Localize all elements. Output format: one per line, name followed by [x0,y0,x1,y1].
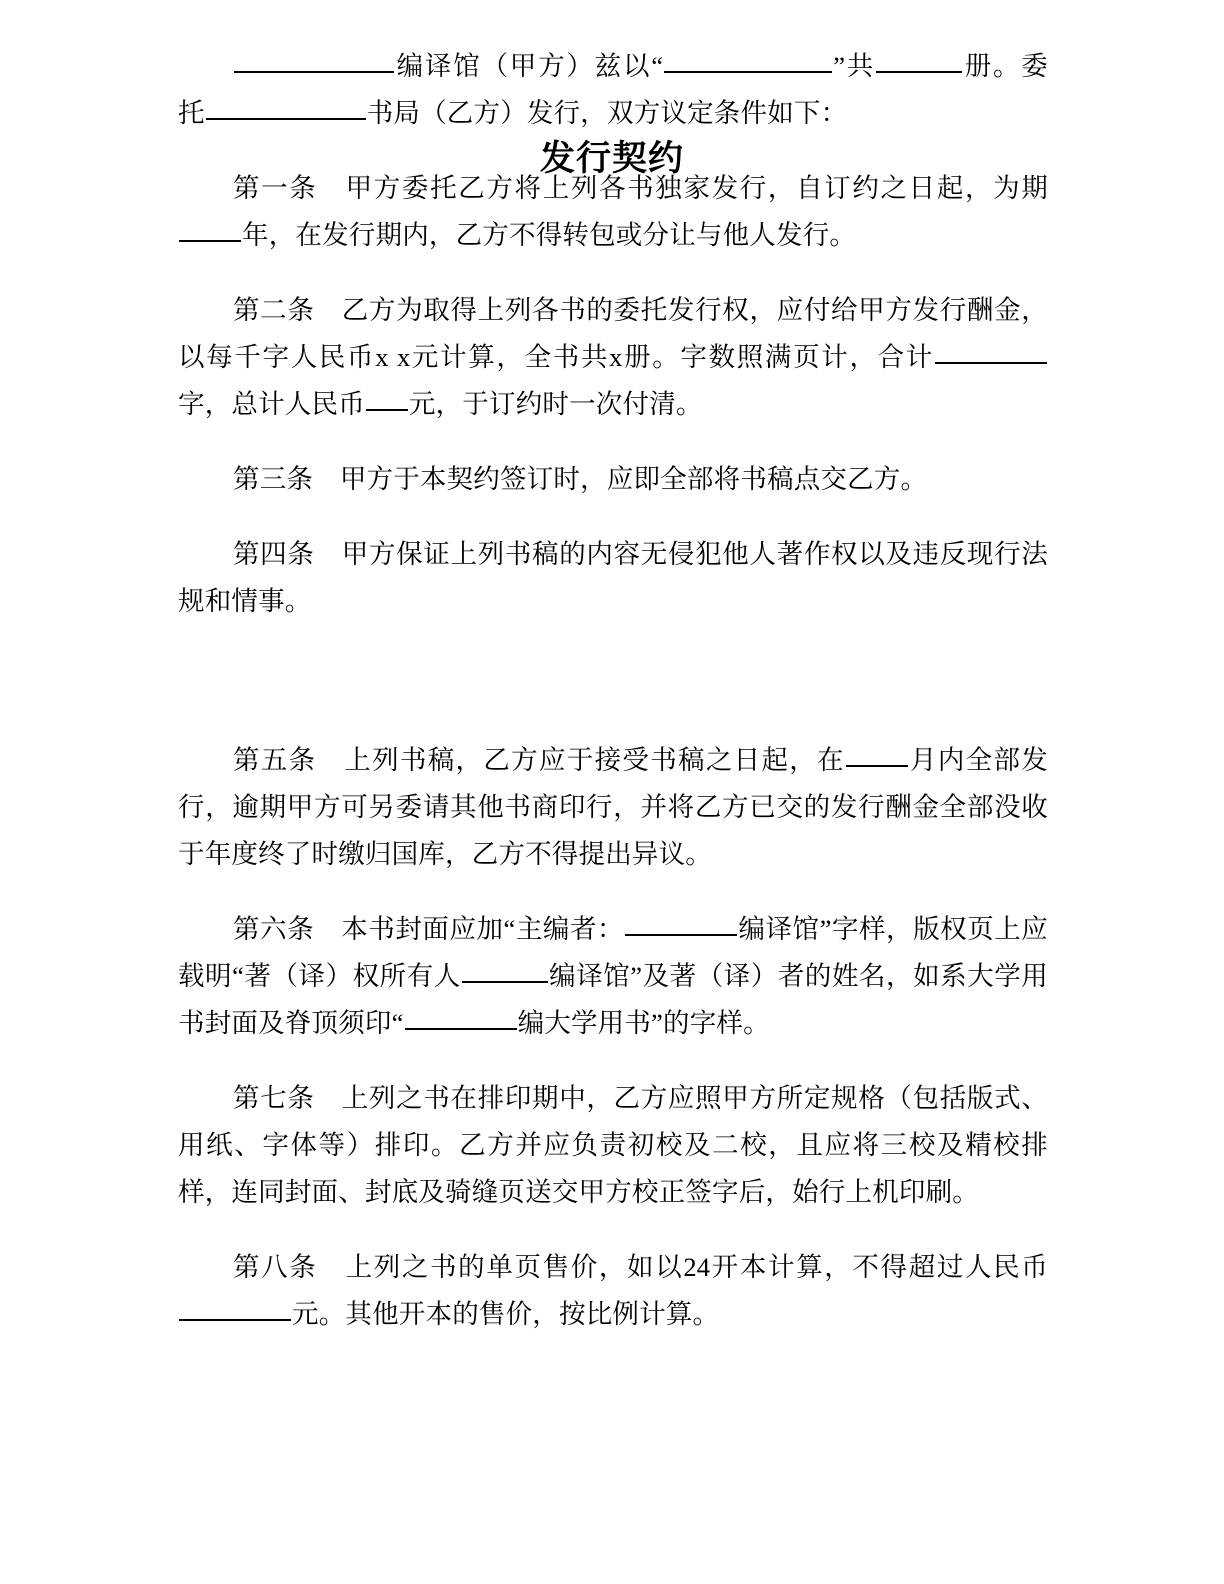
fill-in-blank[interactable] [405,1008,517,1030]
spacer [178,0,1048,43]
clause-label: 第五条 [233,745,344,775]
fill-in-blank[interactable] [179,220,241,242]
fill-in-blank[interactable] [876,51,962,73]
clause-text: 册。委托 [178,51,1048,128]
intro-paragraph [178,43,1048,137]
fill-in-blank[interactable] [935,342,1047,364]
clause-4-paragraph [178,531,1048,625]
spacer [178,259,1048,287]
clause-8-paragraph [178,1244,1048,1338]
page-title: 发行契约 [539,139,684,178]
clause-text: 元。其他开本的售价，按比例计算。 [292,1299,720,1329]
spacer [178,137,1048,165]
clause-text: 字，总计人民币 [178,389,365,419]
spacer [178,503,1048,531]
fill-in-blank[interactable] [462,961,548,983]
clause-1-paragraph [178,165,1048,259]
clause-2-paragraph [178,287,1048,428]
clause-3-paragraph [178,456,1048,503]
clause-text: 上列书稿，乙方应于接受书稿之日起，在 [343,745,845,775]
clause-label: 第八条 [233,1252,345,1282]
clause-label: 第一条 [233,173,345,203]
spacer [178,428,1048,456]
clause-text: 甲方保证上列书稿的内容无侵犯他人著作权以及违反现行法规和情事。 [178,539,1048,616]
clause-text: 甲方委托乙方将上列各书独家发行，自订约之日起，为期 [344,173,1048,203]
fill-in-blank[interactable] [664,51,832,73]
fill-in-blank[interactable] [625,914,737,936]
clause-label: 第六条 [233,914,341,944]
clause-text: 年，在发行期内，乙方不得转包或分让与他人发行。 [242,220,857,250]
clause-label: 第二条 [233,295,342,325]
clause-text: 编大学用书”的字样。 [517,1008,770,1038]
clause-6-paragraph [178,906,1048,1047]
spacer [178,625,1048,737]
clause-text: 编译馆”及著（译）者的姓名，如系大学用书封面及脊顶须印“ [178,961,1049,1038]
fill-in-blank[interactable] [179,1299,291,1321]
clause-text: 本书封面应加“主编者： [340,914,625,944]
clause-text: 上列之书在排印期中，乙方应照甲方所定规格（包括版式、用纸、字体等）排印。乙方并应负责初校及二校，且应将三校及精校排样，连同封面、封底及骑缝页送交甲方校正签字后，始行上机印刷。 [178,1083,1048,1207]
clause-text: 上列之书的单页售价，如以24开本计算，不得超过人民币 [344,1252,1048,1282]
clause-text: 元，于订约时一次付清。 [408,389,703,419]
clause-text: 书局（乙方）发行，双方议定条件如下： [366,98,848,128]
spacer [178,1216,1048,1244]
clause-text: 月内全部发行，逾期甲方可另委请其他书商印行，并将乙方已交的发行酬金全部没收于年度终了时缴归国库，乙方不得提出异议。 [178,745,1048,869]
spacer [178,878,1048,906]
clause-text: 编译馆”字样，版权页上应载明“著（译）权所有人 [178,914,1048,991]
fill-in-blank[interactable] [366,389,408,411]
spacer [178,1047,1048,1075]
fill-in-blank[interactable] [234,51,394,73]
clause-5-paragraph [178,737,1048,878]
clause-label: 第七条 [233,1083,342,1113]
clause-text: 编译馆（甲方）兹以“ [395,51,664,81]
clause-text: ”共 [833,51,876,81]
clause-label: 第四条 [233,539,342,569]
clause-text: 甲方于本契约签订时，应即全部将书稿点交乙方。 [339,464,928,494]
document-body [178,0,1048,1338]
fill-in-blank[interactable] [846,745,908,767]
fill-in-blank[interactable] [206,98,366,120]
clause-7-paragraph [178,1075,1048,1216]
clause-label: 第三条 [233,464,340,494]
clause-text: 乙方为取得上列各书的委托发行权，应付给甲方发行酬金，以每千字人民币x x元计算，全书共x册。字数照满页计，合计 [178,295,1048,372]
